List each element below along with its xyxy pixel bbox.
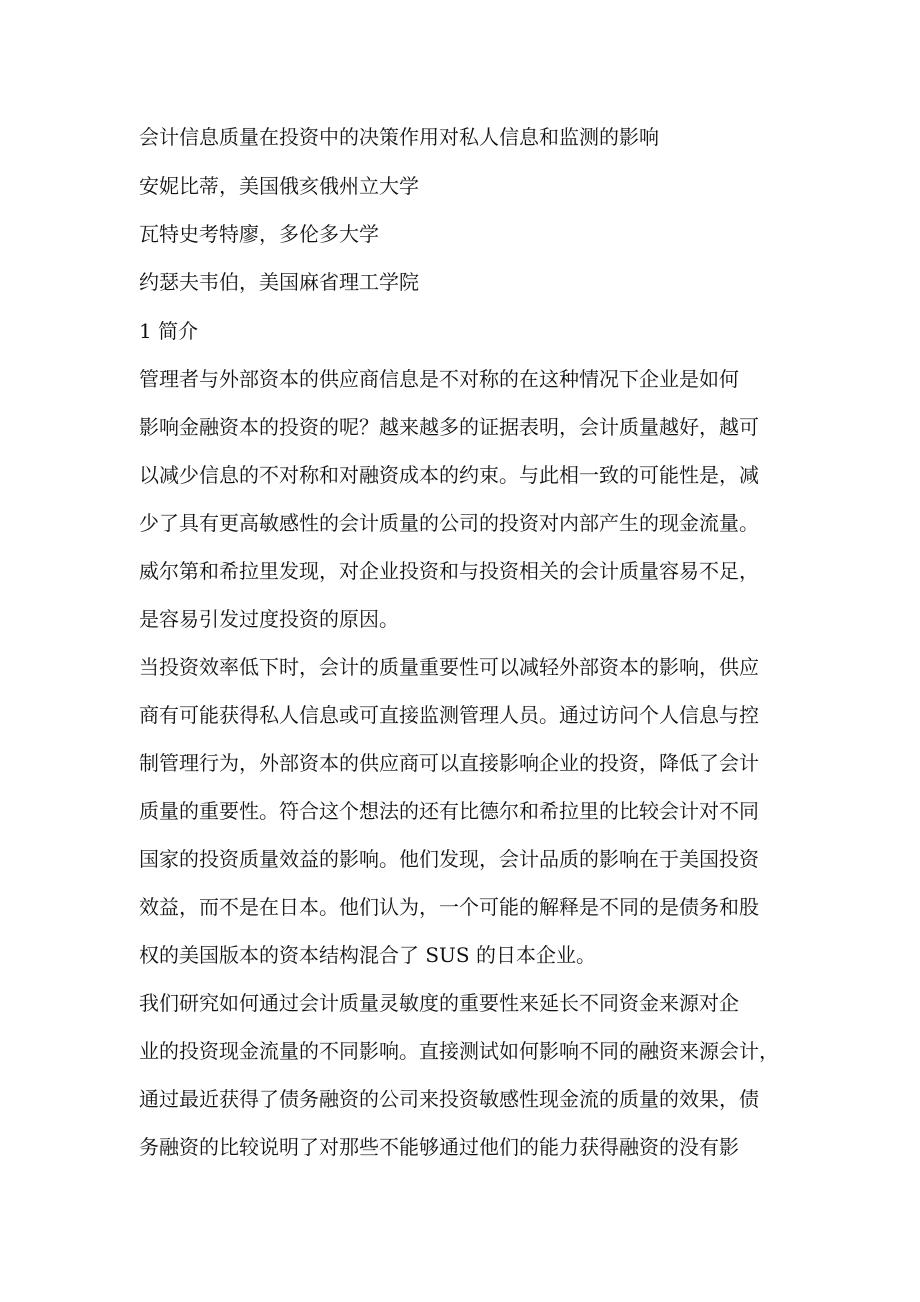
author-line: 瓦特史考特廖，多伦多大学: [139, 222, 379, 246]
paragraph-line: 当投资效率低下时，会计的质量重要性可以减轻外部资本的影响，供应: [139, 655, 759, 679]
paragraph-line: 质量的重要性。符合这个想法的还有比德尔和希拉里的比较会计对不同: [139, 799, 759, 823]
author-line: 安妮比蒂，美国俄亥俄州立大学: [139, 174, 419, 198]
paragraph-line: 是容易引发过度投资的原因。: [139, 607, 399, 631]
document-title: 会计信息质量在投资中的决策作用对私人信息和监测的影响: [139, 125, 659, 149]
paragraph-line: 少了具有更高敏感性的会计质量的公司的投资对内部产生的现金流量。: [139, 511, 759, 535]
section-heading: 1 简介: [139, 319, 199, 343]
paragraph-line: 制管理行为，外部资本的供应商可以直接影响企业的投资，降低了会计: [139, 751, 759, 775]
paragraph-line: 业的投资现金流量的不同影响。直接测试如何影响不同的融资来源会计，: [139, 1039, 779, 1063]
paragraph-line: 国家的投资质量效益的影响。他们发现，会计品质的影响在于美国投资: [139, 847, 759, 871]
paragraph-line: 管理者与外部资本的供应商信息是不对称的在这种情况下企业是如何: [139, 367, 739, 391]
paragraph-line: 我们研究如何通过会计质量灵敏度的重要性来延长不同资金来源对企: [139, 991, 739, 1015]
paragraph-line: 效益，而不是在日本。他们认为，一个可能的解释是不同的是债务和股: [139, 895, 759, 919]
paragraph-line: 威尔第和希拉里发现，对企业投资和与投资相关的会计质量容易不足，: [139, 559, 759, 583]
paragraph-line: 影响金融资本的投资的呢？越来越多的证据表明，会计质量越好，越可: [139, 415, 759, 439]
paragraph-line: 务融资的比较说明了对那些不能够通过他们的能力获得融资的没有影: [139, 1135, 739, 1159]
paragraph-line: 商有可能获得私人信息或可直接监测管理人员。通过访问个人信息与控: [139, 703, 759, 727]
author-line: 约瑟夫韦伯，美国麻省理工学院: [139, 270, 419, 294]
paragraph-line: 通过最近获得了债务融资的公司来投资敏感性现金流的质量的效果，债: [139, 1087, 759, 1111]
paragraph-line: 权的美国版本的资本结构混合了 SUS 的日本企业。: [139, 943, 596, 967]
paragraph-line: 以减少信息的不对称和对融资成本的约束。与此相一致的可能性是，减: [139, 463, 759, 487]
